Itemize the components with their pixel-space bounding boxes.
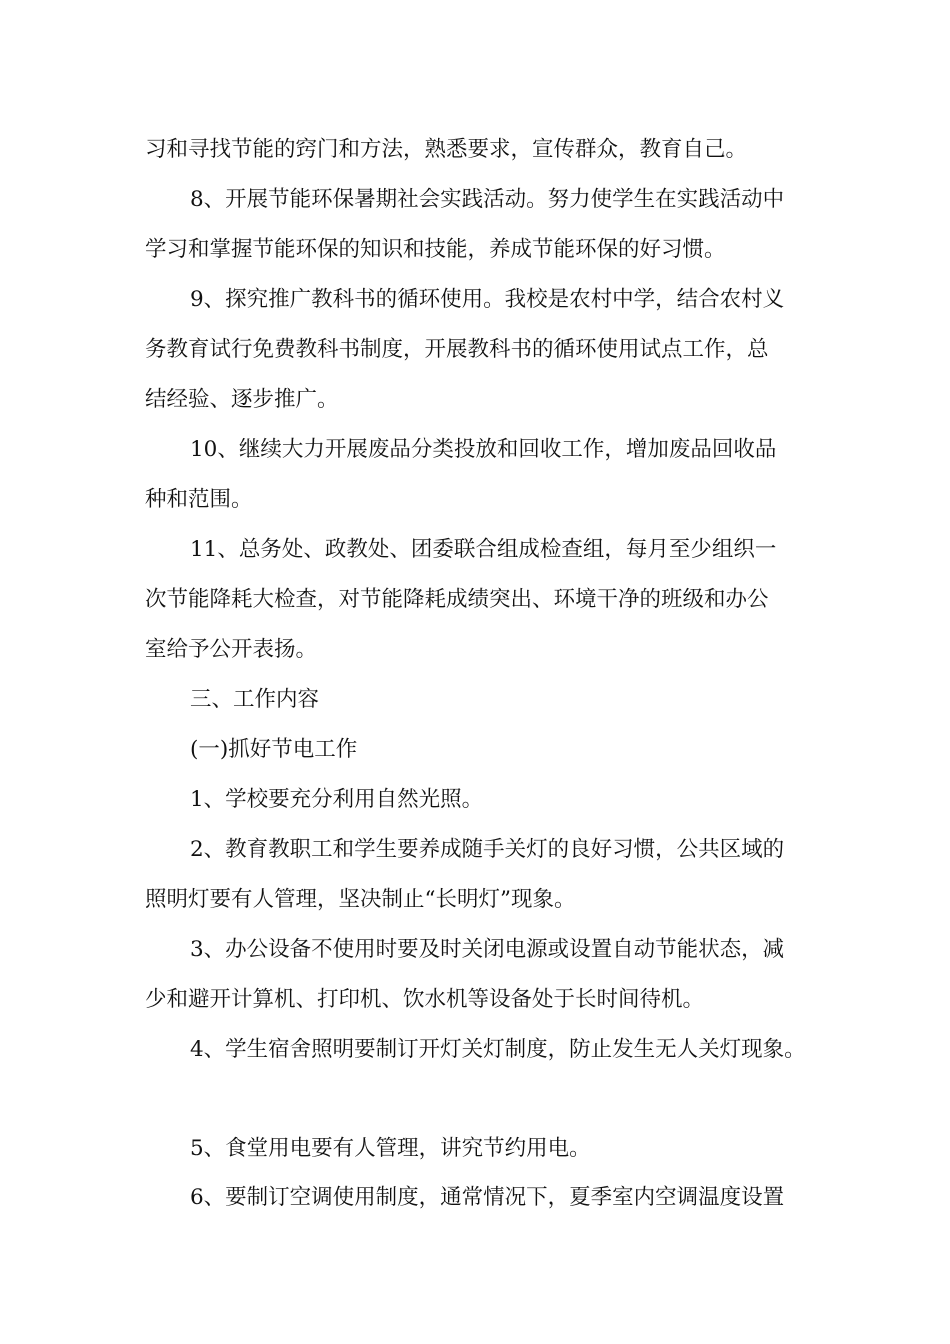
text-line: 4、学生宿舍照明要制订开灯关灯制度，防止发生无人关灯现象。	[190, 1037, 806, 1062]
text-line: 习和寻找节能的窍门和方法，熟悉要求，宣传群众，教育自己。	[145, 137, 748, 162]
text-line: 5、食堂用电要有人管理，讲究节约用电。	[190, 1136, 591, 1161]
subsection-heading: (一)抓好节电工作	[190, 737, 358, 762]
text-line: 2、教育教职工和学生要养成随手关灯的良好习惯，公共区域的	[190, 837, 785, 862]
text-line: 11、总务处、政教处、团委联合组成检查组，每月至少组织一	[190, 537, 777, 562]
text-line: 种和范围。	[145, 487, 253, 512]
text-line: 室给予公开表扬。	[145, 637, 318, 662]
text-line: 照明灯要有人管理，坚决制止“长明灯”现象。	[145, 887, 576, 912]
text-line: 1、学校要充分利用自然光照。	[190, 787, 484, 812]
text-line: 次节能降耗大检查，对节能降耗成绩突出、环境干净的班级和办公	[145, 587, 769, 612]
text-line: 6、要制订空调使用制度，通常情况下，夏季室内空调温度设置	[190, 1185, 785, 1210]
text-line: 务教育试行免费教科书制度，开展教科书的循环使用试点工作，总	[145, 337, 769, 362]
text-line: 9、探究推广教科书的循环使用。我校是农村中学，结合农村义	[190, 287, 785, 312]
section-heading: 三、工作内容	[190, 687, 320, 712]
text-line: 3、办公设备不使用时要及时关闭电源或设置自动节能状态，减	[190, 937, 785, 962]
text-line: 学习和掌握节能环保的知识和技能，养成节能环保的好习惯。	[145, 237, 726, 262]
text-line: 结经验、逐步推广。	[145, 387, 339, 412]
text-line: 少和避开计算机、打印机、饮水机等设备处于长时间待机。	[145, 987, 705, 1012]
text-line: 8、开展节能环保暑期社会实践活动。努力使学生在实践活动中	[190, 187, 785, 212]
text-line: 10、继续大力开展废品分类投放和回收工作，增加废品回收品	[190, 437, 777, 462]
